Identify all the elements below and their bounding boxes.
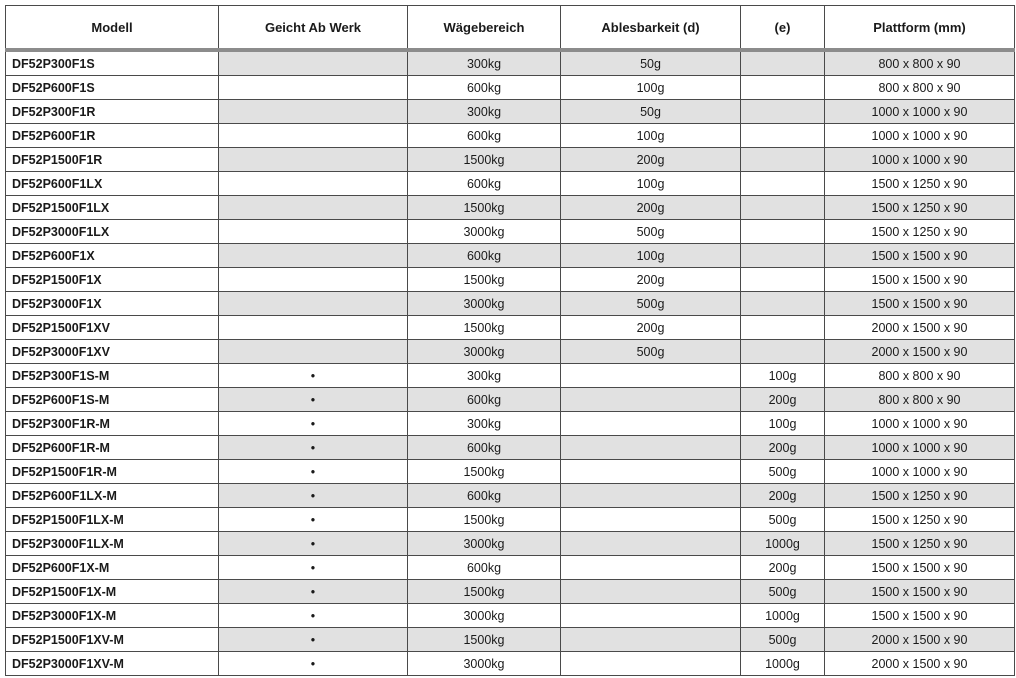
cell-capacity: 600kg	[408, 436, 561, 460]
cell-readability: 500g	[561, 220, 741, 244]
cell-model: DF52P3000F1X-M	[6, 604, 219, 628]
header-platform: Plattform (mm)	[825, 6, 1015, 51]
cell-model: DF52P600F1R-M	[6, 436, 219, 460]
cell-verification-interval	[741, 340, 825, 364]
cell-platform: 2000 x 1500 x 90	[825, 628, 1015, 652]
cell-verified-mark	[219, 124, 408, 148]
table-row	[6, 628, 1015, 652]
table-row	[6, 316, 1015, 340]
table-row	[6, 220, 1015, 244]
table-row	[6, 244, 1015, 268]
cell-readability	[561, 388, 741, 412]
cell-verification-interval: 100g	[741, 412, 825, 436]
cell-capacity: 3000kg	[408, 604, 561, 628]
cell-readability: 100g	[561, 244, 741, 268]
cell-readability: 50g	[561, 100, 741, 124]
cell-readability: 200g	[561, 196, 741, 220]
table-row	[6, 50, 1015, 76]
cell-readability	[561, 532, 741, 556]
cell-capacity: 1500kg	[408, 460, 561, 484]
cell-platform: 1500 x 1250 x 90	[825, 484, 1015, 508]
cell-platform: 1500 x 1500 x 90	[825, 556, 1015, 580]
cell-platform: 2000 x 1500 x 90	[825, 316, 1015, 340]
cell-capacity: 1500kg	[408, 316, 561, 340]
cell-capacity: 300kg	[408, 412, 561, 436]
cell-capacity: 3000kg	[408, 532, 561, 556]
table-row	[6, 580, 1015, 604]
cell-capacity: 1500kg	[408, 580, 561, 604]
cell-verified-mark: •	[219, 580, 408, 604]
cell-verification-interval: 100g	[741, 364, 825, 388]
cell-verified-mark	[219, 196, 408, 220]
cell-model: DF52P600F1X	[6, 244, 219, 268]
cell-verification-interval	[741, 172, 825, 196]
product-spec-table	[5, 5, 1015, 676]
table-row	[6, 100, 1015, 124]
cell-verification-interval	[741, 220, 825, 244]
cell-verified-mark	[219, 268, 408, 292]
cell-verified-mark: •	[219, 628, 408, 652]
cell-model: DF52P600F1S	[6, 76, 219, 100]
cell-model: DF52P1500F1LX-M	[6, 508, 219, 532]
cell-verified-mark: •	[219, 556, 408, 580]
cell-verified-mark	[219, 292, 408, 316]
cell-model: DF52P300F1S-M	[6, 364, 219, 388]
cell-platform: 1500 x 1500 x 90	[825, 244, 1015, 268]
cell-verified-mark	[219, 76, 408, 100]
cell-verified-mark: •	[219, 652, 408, 676]
cell-readability: 200g	[561, 148, 741, 172]
cell-capacity: 600kg	[408, 556, 561, 580]
cell-verified-mark	[219, 172, 408, 196]
cell-model: DF52P1500F1LX	[6, 196, 219, 220]
cell-platform: 800 x 800 x 90	[825, 50, 1015, 76]
header-row	[6, 6, 1015, 51]
cell-platform: 2000 x 1500 x 90	[825, 340, 1015, 364]
cell-platform: 1500 x 1250 x 90	[825, 508, 1015, 532]
cell-verification-interval: 200g	[741, 556, 825, 580]
cell-verified-mark: •	[219, 412, 408, 436]
cell-verification-interval	[741, 148, 825, 172]
cell-verified-mark: •	[219, 388, 408, 412]
cell-model: DF52P300F1R	[6, 100, 219, 124]
cell-verified-mark	[219, 244, 408, 268]
table-row	[6, 124, 1015, 148]
cell-readability	[561, 484, 741, 508]
cell-verified-mark: •	[219, 364, 408, 388]
cell-verification-interval	[741, 292, 825, 316]
cell-capacity: 1500kg	[408, 628, 561, 652]
cell-verified-mark: •	[219, 532, 408, 556]
cell-verification-interval: 200g	[741, 484, 825, 508]
cell-verification-interval: 1000g	[741, 604, 825, 628]
cell-platform: 800 x 800 x 90	[825, 364, 1015, 388]
cell-verification-interval: 200g	[741, 388, 825, 412]
cell-model: DF52P1500F1R	[6, 148, 219, 172]
cell-verified-mark	[219, 316, 408, 340]
cell-model: DF52P3000F1XV-M	[6, 652, 219, 676]
table-row	[6, 412, 1015, 436]
cell-verification-interval	[741, 50, 825, 76]
cell-readability	[561, 436, 741, 460]
cell-capacity: 3000kg	[408, 340, 561, 364]
cell-model: DF52P1500F1XV	[6, 316, 219, 340]
cell-readability: 200g	[561, 268, 741, 292]
cell-readability: 500g	[561, 340, 741, 364]
table-body	[6, 50, 1015, 676]
cell-verification-interval	[741, 268, 825, 292]
cell-platform: 1000 x 1000 x 90	[825, 460, 1015, 484]
cell-capacity: 1500kg	[408, 196, 561, 220]
header-verified: Geicht Ab Werk	[219, 6, 408, 51]
table-row	[6, 172, 1015, 196]
cell-platform: 1500 x 1500 x 90	[825, 292, 1015, 316]
cell-platform: 800 x 800 x 90	[825, 388, 1015, 412]
table-row	[6, 76, 1015, 100]
table-row	[6, 292, 1015, 316]
table-row	[6, 652, 1015, 676]
cell-platform: 800 x 800 x 90	[825, 76, 1015, 100]
cell-verified-mark	[219, 50, 408, 76]
cell-verification-interval: 500g	[741, 508, 825, 532]
cell-capacity: 3000kg	[408, 292, 561, 316]
cell-verification-interval: 200g	[741, 436, 825, 460]
cell-verified-mark: •	[219, 436, 408, 460]
table-row	[6, 364, 1015, 388]
cell-capacity: 600kg	[408, 124, 561, 148]
cell-model: DF52P3000F1XV	[6, 340, 219, 364]
cell-model: DF52P3000F1LX	[6, 220, 219, 244]
cell-readability	[561, 556, 741, 580]
table-row	[6, 196, 1015, 220]
cell-readability	[561, 412, 741, 436]
cell-readability	[561, 460, 741, 484]
cell-model: DF52P300F1R-M	[6, 412, 219, 436]
cell-readability	[561, 628, 741, 652]
cell-readability	[561, 604, 741, 628]
cell-verified-mark	[219, 148, 408, 172]
cell-readability	[561, 364, 741, 388]
cell-verification-interval: 1000g	[741, 532, 825, 556]
table-row	[6, 436, 1015, 460]
cell-verification-interval	[741, 76, 825, 100]
table-row	[6, 508, 1015, 532]
cell-platform: 2000 x 1500 x 90	[825, 652, 1015, 676]
cell-platform: 1000 x 1000 x 90	[825, 436, 1015, 460]
cell-model: DF52P3000F1X	[6, 292, 219, 316]
header-readability: Ablesbarkeit (d)	[561, 6, 741, 51]
cell-readability: 50g	[561, 50, 741, 76]
cell-model: DF52P600F1X-M	[6, 556, 219, 580]
cell-capacity: 1500kg	[408, 148, 561, 172]
cell-model: DF52P1500F1X-M	[6, 580, 219, 604]
cell-capacity: 300kg	[408, 50, 561, 76]
cell-readability: 200g	[561, 316, 741, 340]
cell-model: DF52P600F1LX	[6, 172, 219, 196]
cell-model: DF52P3000F1LX-M	[6, 532, 219, 556]
cell-platform: 1500 x 1500 x 90	[825, 580, 1015, 604]
cell-model: DF52P600F1R	[6, 124, 219, 148]
header-capacity: Wägebereich	[408, 6, 561, 51]
cell-capacity: 600kg	[408, 484, 561, 508]
cell-capacity: 600kg	[408, 76, 561, 100]
cell-capacity: 600kg	[408, 388, 561, 412]
cell-readability: 100g	[561, 124, 741, 148]
cell-readability	[561, 508, 741, 532]
cell-model: DF52P600F1LX-M	[6, 484, 219, 508]
cell-model: DF52P1500F1R-M	[6, 460, 219, 484]
cell-verification-interval	[741, 100, 825, 124]
cell-model: DF52P1500F1X	[6, 268, 219, 292]
cell-model: DF52P1500F1XV-M	[6, 628, 219, 652]
cell-verified-mark: •	[219, 508, 408, 532]
cell-platform: 1500 x 1250 x 90	[825, 220, 1015, 244]
cell-readability	[561, 652, 741, 676]
cell-verified-mark	[219, 100, 408, 124]
cell-verification-interval: 500g	[741, 460, 825, 484]
table-row	[6, 484, 1015, 508]
cell-model: DF52P300F1S	[6, 50, 219, 76]
header-verification-interval: (e)	[741, 6, 825, 51]
cell-model: DF52P600F1S-M	[6, 388, 219, 412]
cell-readability: 100g	[561, 172, 741, 196]
table-row	[6, 556, 1015, 580]
cell-capacity: 300kg	[408, 100, 561, 124]
cell-verification-interval: 1000g	[741, 652, 825, 676]
cell-platform: 1000 x 1000 x 90	[825, 100, 1015, 124]
cell-capacity: 3000kg	[408, 220, 561, 244]
cell-capacity: 300kg	[408, 364, 561, 388]
table-row	[6, 340, 1015, 364]
table-row	[6, 148, 1015, 172]
cell-capacity: 1500kg	[408, 268, 561, 292]
cell-verified-mark	[219, 220, 408, 244]
cell-platform: 1500 x 1500 x 90	[825, 268, 1015, 292]
cell-capacity: 1500kg	[408, 508, 561, 532]
cell-verification-interval: 500g	[741, 580, 825, 604]
cell-platform: 1000 x 1000 x 90	[825, 148, 1015, 172]
table-row	[6, 604, 1015, 628]
table-row	[6, 460, 1015, 484]
cell-verification-interval	[741, 244, 825, 268]
cell-verified-mark: •	[219, 460, 408, 484]
cell-readability: 500g	[561, 292, 741, 316]
cell-readability: 100g	[561, 76, 741, 100]
table-row	[6, 388, 1015, 412]
table-row	[6, 268, 1015, 292]
cell-platform: 1500 x 1250 x 90	[825, 172, 1015, 196]
cell-capacity: 600kg	[408, 244, 561, 268]
cell-capacity: 600kg	[408, 172, 561, 196]
cell-verification-interval	[741, 196, 825, 220]
cell-platform: 1000 x 1000 x 90	[825, 412, 1015, 436]
cell-platform: 1500 x 1250 x 90	[825, 196, 1015, 220]
cell-verification-interval: 500g	[741, 628, 825, 652]
table-row	[6, 532, 1015, 556]
cell-verification-interval	[741, 316, 825, 340]
cell-verification-interval	[741, 124, 825, 148]
cell-platform: 1500 x 1250 x 90	[825, 532, 1015, 556]
cell-capacity: 3000kg	[408, 652, 561, 676]
cell-verified-mark	[219, 340, 408, 364]
cell-platform: 1000 x 1000 x 90	[825, 124, 1015, 148]
cell-verified-mark: •	[219, 604, 408, 628]
header-model: Modell	[6, 6, 219, 51]
cell-verified-mark: •	[219, 484, 408, 508]
cell-readability	[561, 580, 741, 604]
cell-platform: 1500 x 1500 x 90	[825, 604, 1015, 628]
